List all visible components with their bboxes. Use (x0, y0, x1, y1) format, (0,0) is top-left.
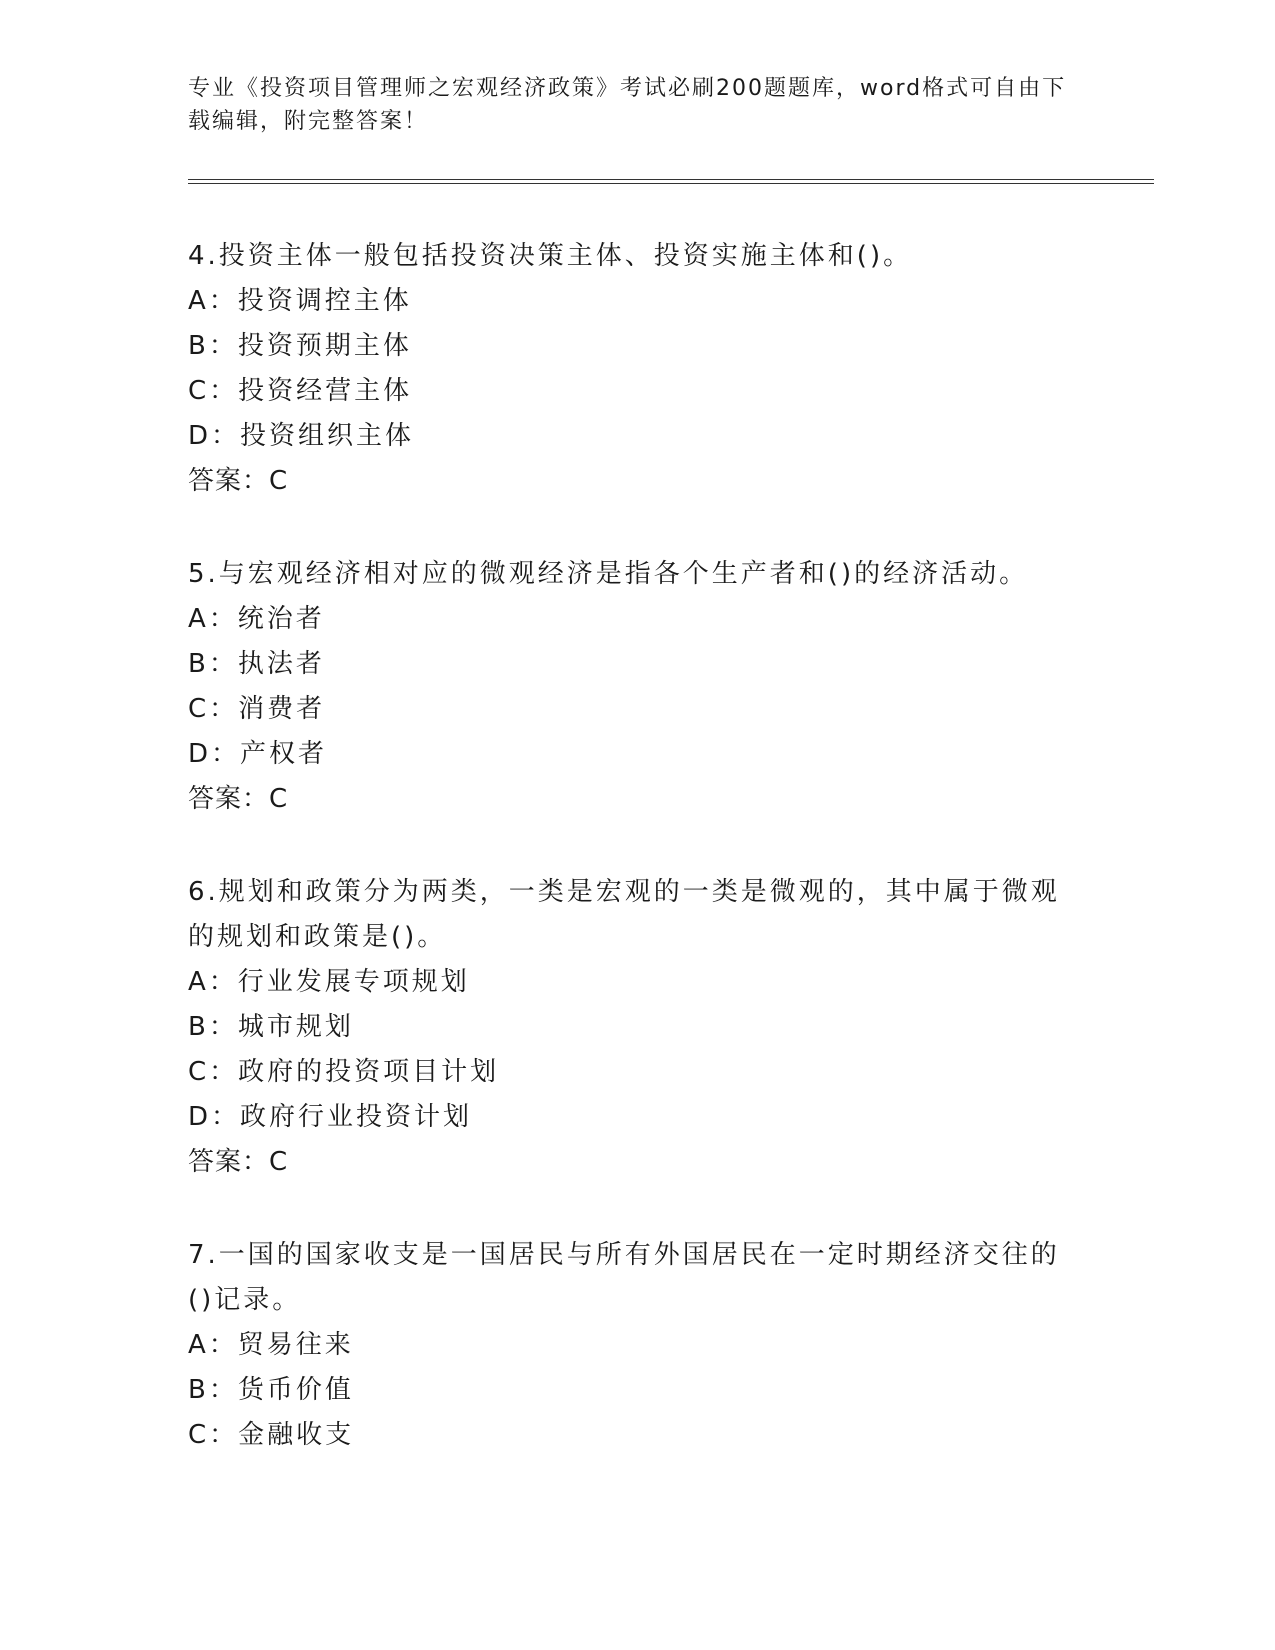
option-b: B：城市规划 (188, 1012, 354, 1042)
option-b: B：投资预期主体 (188, 331, 412, 361)
header-divider-top (188, 179, 1154, 180)
answer: 答案：C (188, 466, 289, 496)
document-header: 专业《投资项目管理师之宏观经济政策》考试必刷200题题库，word格式可自由下载编辑，附完整答案！ (188, 76, 1067, 134)
question-stem: 7.一国的国家收支是一国居民与所有外国居民在一定时期经济交往的()记录。 (188, 1240, 1060, 1315)
question-5 (188, 552, 1068, 822)
option-b: B：执法者 (188, 649, 325, 679)
option-c: C：政府的投资项目计划 (188, 1057, 500, 1087)
question-6 (188, 870, 1068, 1185)
answer: 答案：C (188, 784, 289, 814)
option-d: D：产权者 (188, 739, 328, 769)
option-a: A：投资调控主体 (188, 286, 412, 316)
option-a: A：行业发展专项规划 (188, 967, 470, 997)
question-stem: 4.投资主体一般包括投资决策主体、投资实施主体和()。 (188, 241, 913, 271)
option-c: C：投资经营主体 (188, 376, 413, 406)
option-d: D：政府行业投资计划 (188, 1102, 473, 1132)
header-divider-bottom (188, 183, 1154, 184)
option-c: C：消费者 (188, 694, 326, 724)
answer: 答案：C (188, 1147, 289, 1177)
question-7 (188, 1233, 1068, 1458)
question-stem: 6.规划和政策分为两类，一类是宏观的一类是微观的，其中属于微观的规划和政策是()。 (188, 877, 1060, 952)
option-c: C：金融收支 (188, 1420, 355, 1450)
option-a: A：贸易往来 (188, 1330, 354, 1360)
question-stem: 5.与宏观经济相对应的微观经济是指各个生产者和()的经济活动。 (188, 559, 1029, 589)
option-a: A：统治者 (188, 604, 325, 634)
question-4 (188, 234, 1068, 504)
option-b: B：货币价值 (188, 1375, 354, 1405)
option-d: D：投资组织主体 (188, 421, 415, 451)
